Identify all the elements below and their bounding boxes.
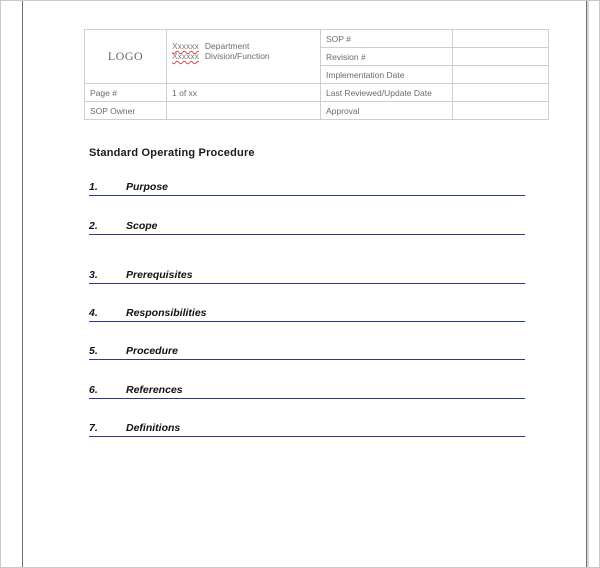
header-row: [85, 84, 549, 102]
document-page: [22, 1, 587, 568]
approval-value[interactable]: [453, 102, 549, 120]
implementation-date-value[interactable]: [453, 66, 549, 84]
document-title: Standard Operating Procedure: [89, 147, 255, 159]
last-reviewed-label: Last Reviewed/Update Date: [321, 84, 453, 102]
section-prerequisites: [89, 269, 525, 284]
section-heading: Procedure: [126, 345, 178, 357]
revision-value[interactable]: [453, 48, 549, 66]
page-value: 1 of xx: [167, 84, 321, 102]
sop-number-label: SOP #: [321, 30, 453, 48]
section-procedure: [89, 345, 525, 360]
header-row: [85, 30, 549, 48]
section-references: [89, 384, 525, 399]
section-heading: Scope: [126, 220, 158, 232]
section-heading: Purpose: [126, 181, 169, 193]
header-row: [85, 102, 549, 120]
section-number: 4.: [89, 307, 98, 319]
implementation-date-label: Implementation Date: [321, 66, 453, 84]
sop-header-table: [84, 29, 549, 120]
section-purpose: [89, 181, 525, 196]
section-number: 3.: [89, 269, 98, 281]
section-scope: [89, 220, 525, 235]
last-reviewed-value[interactable]: [453, 84, 549, 102]
section-number: 2.: [89, 220, 98, 232]
section-heading: References: [126, 384, 183, 396]
division-label: Division/Function: [204, 51, 270, 61]
sop-number-value[interactable]: [453, 30, 549, 48]
section-number: 6.: [89, 384, 98, 396]
section-heading: Definitions: [126, 422, 181, 434]
sop-owner-label: SOP Owner: [85, 102, 167, 120]
section-number: 5.: [89, 345, 98, 357]
division-placeholder: Xxxxxx: [172, 51, 199, 61]
revision-label: Revision #: [321, 48, 453, 66]
section-number: 7.: [89, 422, 98, 434]
approval-label: Approval: [321, 102, 453, 120]
section-responsibilities: [89, 307, 525, 322]
page-label: Page #: [85, 84, 167, 102]
department-cell: [167, 30, 321, 84]
section-definitions: [89, 422, 525, 437]
department-label: Department: [204, 41, 250, 51]
sop-owner-value[interactable]: [167, 102, 321, 120]
section-heading: Prerequisites: [126, 269, 193, 281]
section-heading: Responsibilities: [126, 307, 207, 319]
logo: LOGO: [85, 30, 167, 84]
department-placeholder: Xxxxxx: [172, 41, 199, 51]
section-number: 1.: [89, 181, 98, 193]
